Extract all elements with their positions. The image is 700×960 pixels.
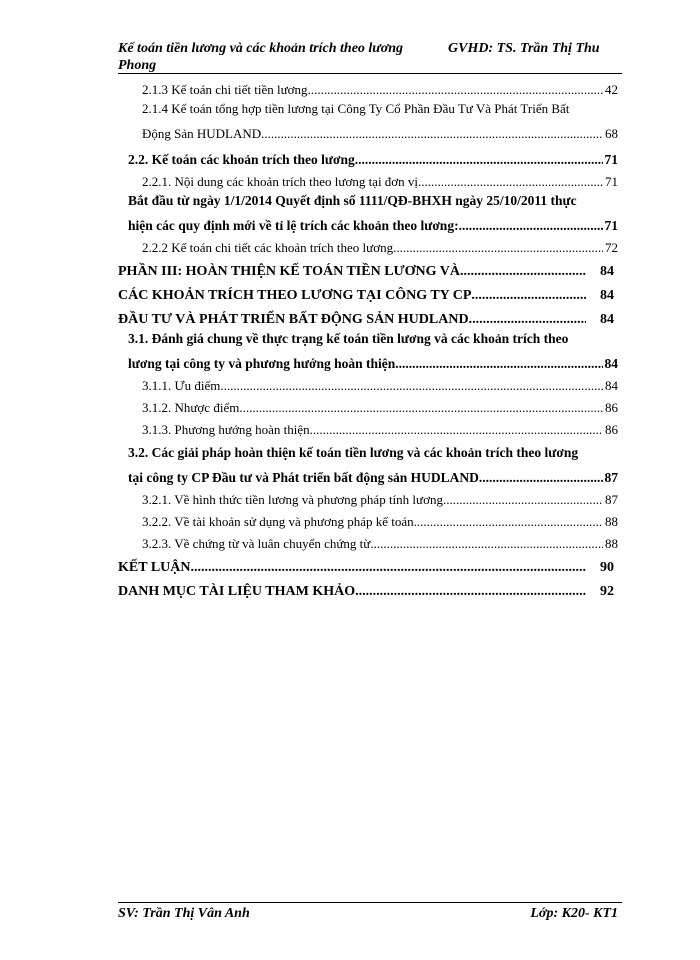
toc-entry[interactable]: 2.2. Kế toán các khoản trích theo lương ..... 71 [118, 146, 618, 168]
toc-entry-line[interactable]: Bắt đầu từ ngày 1/1/2014 Quyết định số 1111/QĐ-BHXH ngày 25/10/2011 thực [128, 193, 577, 208]
toc-entry[interactable]: DANH MỤC TÀI LIỆU THAM KHẢO ..... 92 [118, 576, 618, 600]
table-of-contents [118, 76, 618, 600]
toc-entry[interactable]: 3.2.1. Về hình thức tiền lương và phương pháp tính lương ..... 87 [118, 486, 618, 508]
toc-entry[interactable]: 3.2.3. Về chứng từ và luân chuyển chứng từ ..... 88 [118, 530, 618, 552]
header-rule [118, 73, 622, 74]
toc-entry[interactable]: KẾT LUẬN ..... 90 [118, 552, 618, 576]
toc-entry[interactable]: 2.2.1. Nội dung các khoản trích theo lương tại đơn vị ..... 71 [118, 168, 618, 190]
toc-entry[interactable]: 2.2.2 Kế toán chi tiết các khoản trích theo lương ..... 72 [118, 234, 618, 256]
toc-entry[interactable]: lương tại công ty và phương hướng hoàn thiện ..... 84 [118, 350, 618, 372]
header-advisor: GVHD: TS. Trần Thị Thu [448, 41, 600, 56]
toc-entry[interactable]: 3.1.1. Ưu điểm ..... 84 [118, 372, 618, 394]
toc-entry[interactable]: CÁC KHOẢN TRÍCH THEO LƯƠNG TẠI CÔNG TY CP ..... 84 [118, 280, 618, 304]
toc-entry[interactable]: 3.2.2. Về tài khoản sử dụng và phương pháp kế toán ..... 88 [118, 508, 618, 530]
toc-entry[interactable]: PHẦN III: HOÀN THIỆN KẾ TOÁN TIỀN LƯƠNG VÀ ..... 84 [118, 256, 618, 280]
toc-entry-line[interactable]: 3.1. Đánh giá chung về thực trạng kế toán tiền lương và các khoản trích theo [128, 331, 569, 346]
toc-entry[interactable]: hiện các quy định mới về tỉ lệ trích các khoản theo lương: ..... 71 [118, 212, 618, 234]
header-title: Kế toán tiền lương và các khoản trích theo lương Phong [118, 41, 403, 73]
toc-entry-line[interactable]: 3.2. Các giải pháp hoàn thiện kế toán tiền lương và các khoản trích theo lương [128, 445, 579, 460]
toc-entry[interactable]: ĐẦU TƯ VÀ PHÁT TRIỂN BẤT ĐỘNG SẢN HUDLAND ..... 84 [118, 304, 618, 328]
toc-entry-line[interactable]: 2.1.4 Kế toán tổng hợp tiền lương tại Công Ty Cổ Phần Đầu Tư Và Phát Triển Bất [142, 101, 570, 116]
footer-class: Lớp: K20- KT1 [530, 906, 618, 921]
toc-entry[interactable]: 2.1.3 Kế toán chi tiết tiền lương ..... 42 [118, 76, 618, 98]
toc-entry[interactable]: 3.1.2. Nhược điểm ..... 86 [118, 394, 618, 416]
footer-student: SV: Trần Thị Vân Anh [118, 906, 250, 921]
toc-entry[interactable]: tại công ty CP Đầu tư và Phát triển bất động sản HUDLAND ..... 87 [118, 464, 618, 486]
footer-rule [118, 902, 622, 903]
toc-entry[interactable]: Động Sản HUDLAND ..... 68 [118, 120, 618, 142]
page-footer [118, 906, 618, 922]
toc-entry[interactable]: 3.1.3. Phương hướng hoàn thiện ..... 86 [118, 416, 618, 438]
